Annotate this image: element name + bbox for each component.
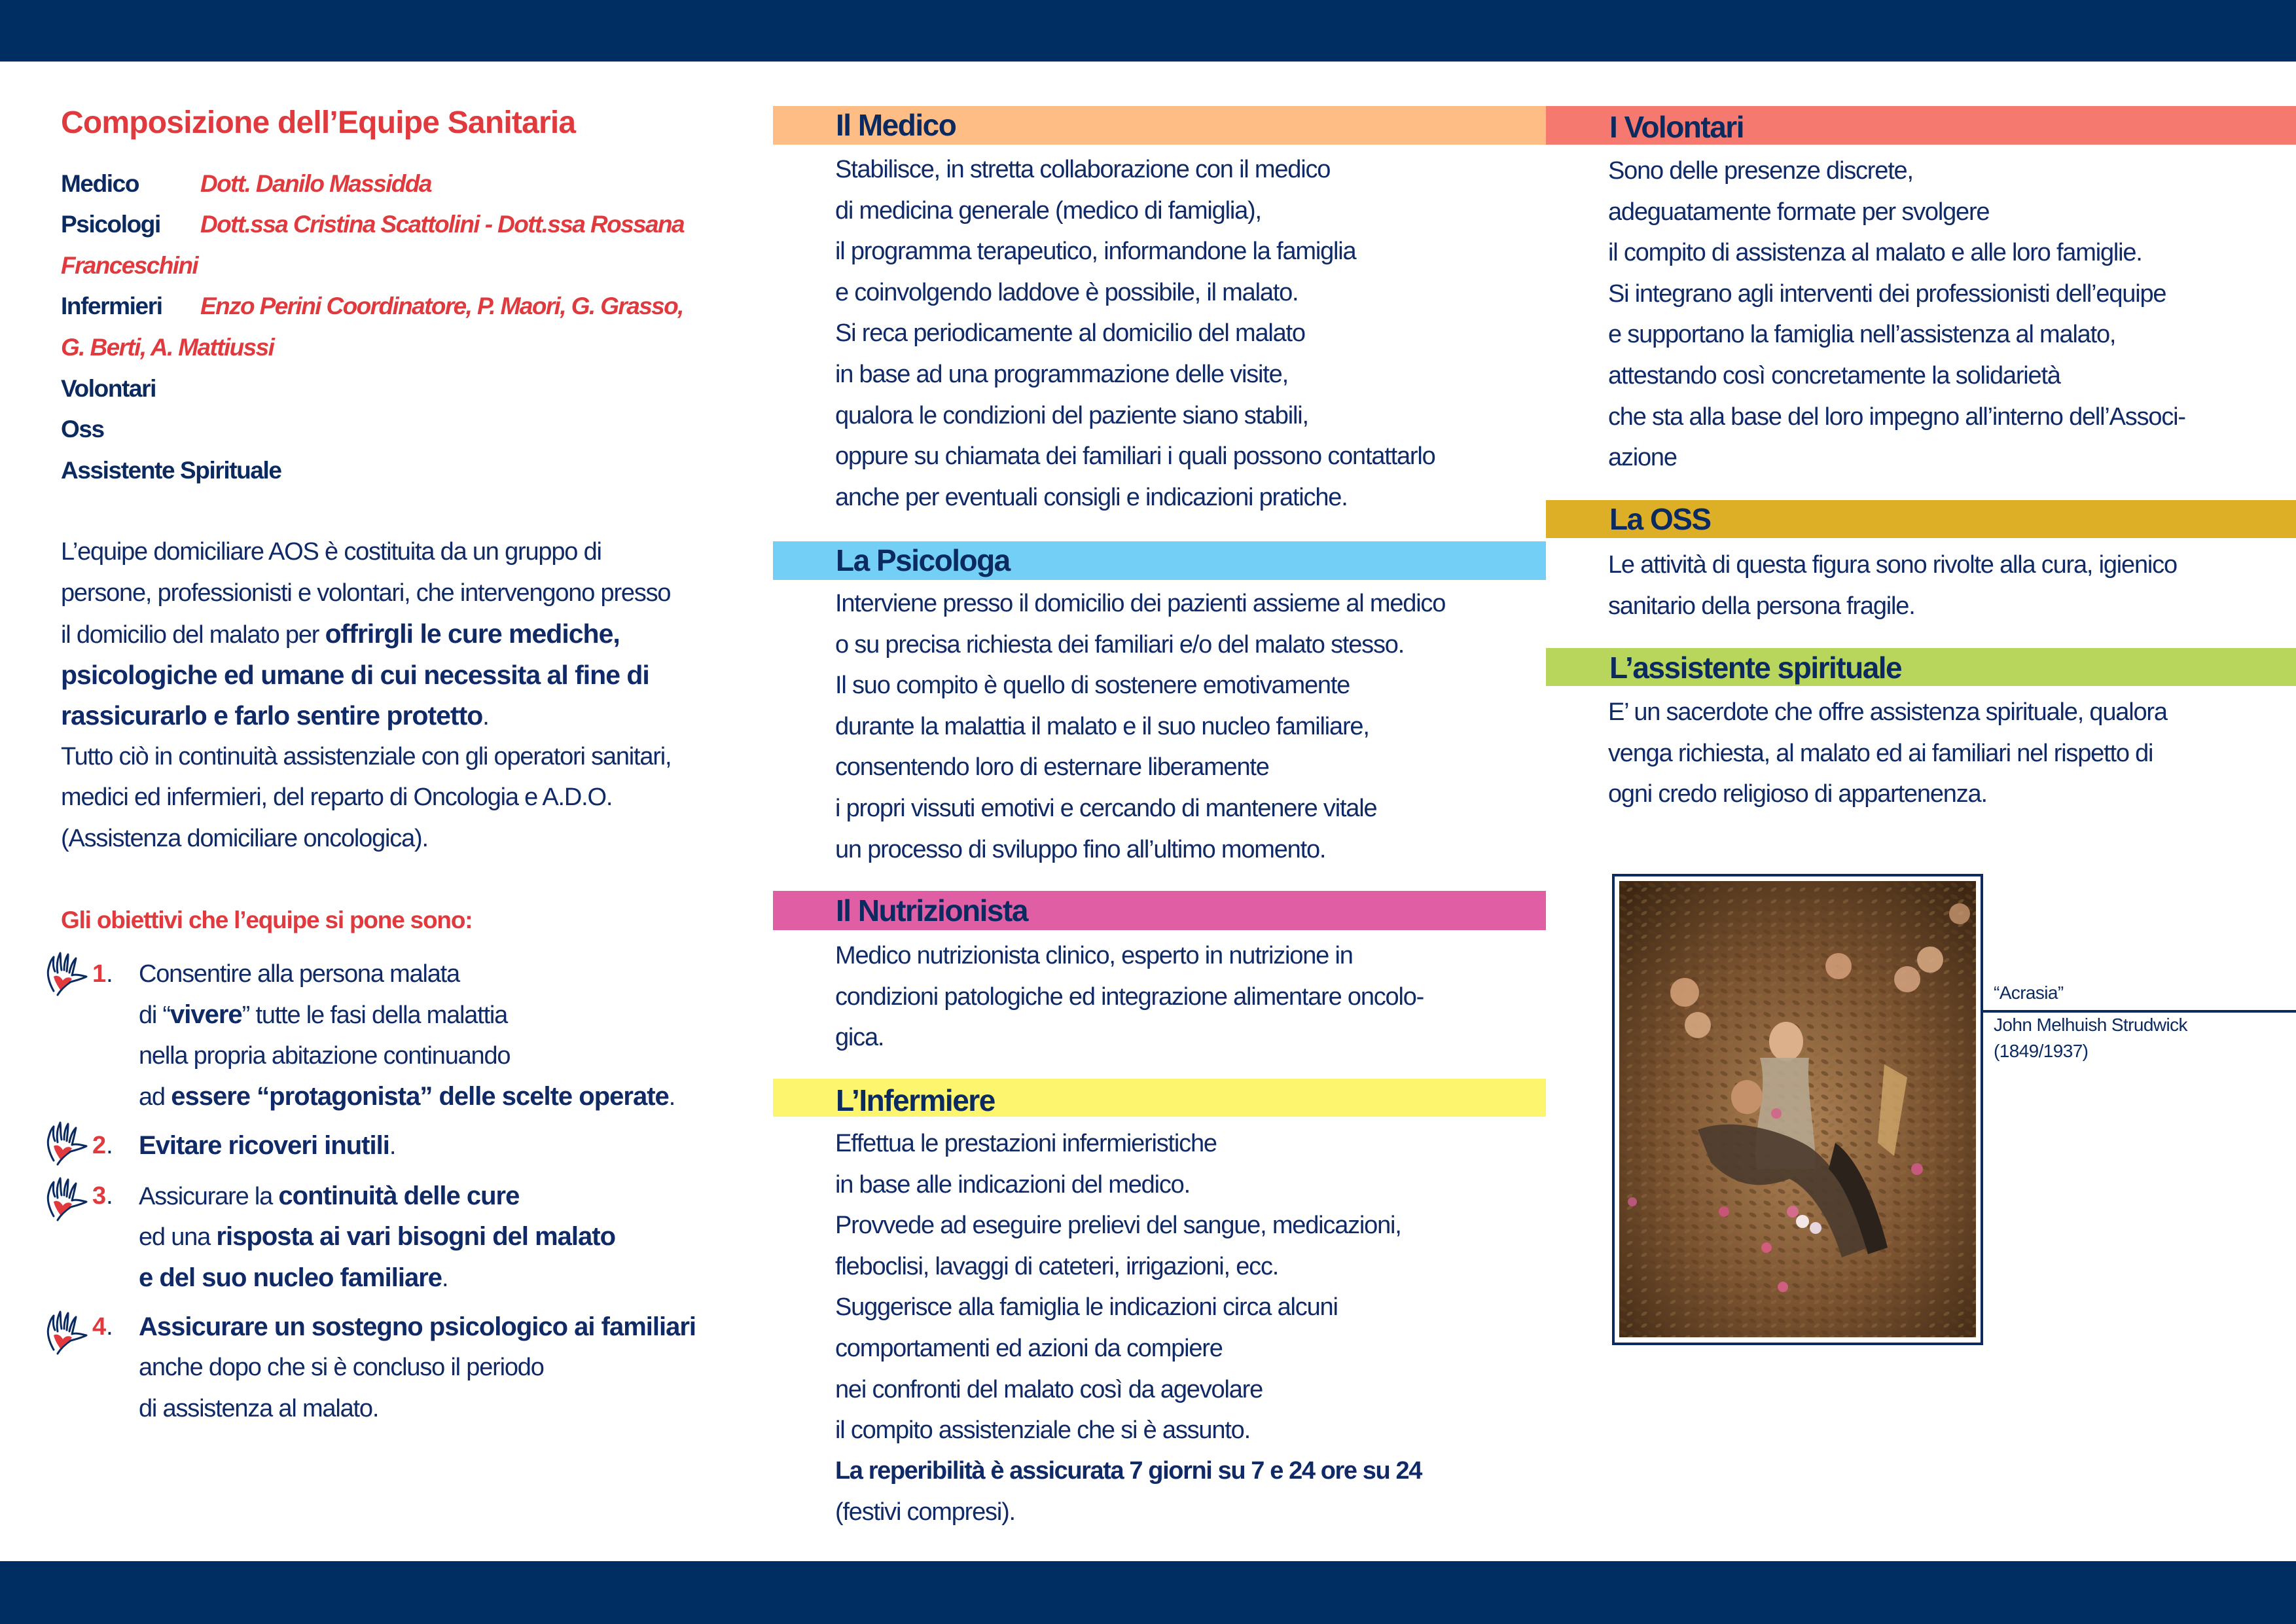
body-line: Medico nutrizionista clinico, esperto in nutrizione in	[835, 942, 1353, 969]
body-line: fleboclisi, lavaggi di cateteri, irrigazioni, ecc.	[835, 1253, 1279, 1280]
body-line: Effettua le prestazioni infermieristiche	[835, 1130, 1217, 1157]
painting-artist: John Melhuish Strudwick	[1994, 1015, 2187, 1035]
intro-line: medici ed infermieri, del reparto di Oncologia e A.D.O.	[61, 784, 613, 811]
goal-line: anche dopo che si è concluso il periodo	[139, 1354, 544, 1381]
bottom-band	[0, 1561, 2296, 1624]
intro-line: L’equipe domiciliare AOS è costituita da un gruppo di	[61, 538, 601, 566]
goal-line: nella propria abitazione continuando	[139, 1042, 511, 1070]
body-line: che sta alla base del loro impegno all’interno dell’Associ-	[1608, 403, 2185, 431]
team-row-volontari	[61, 374, 156, 404]
team-role: Psicologi	[61, 211, 160, 238]
goal-line	[139, 1081, 675, 1112]
goal-line: di assistenza al malato.	[139, 1395, 379, 1422]
goal-emphasis: risposta ai vari bisogni del malato	[216, 1222, 616, 1251]
team-row-infermieri	[61, 291, 683, 321]
body-line: in base alle indicazioni del medico.	[835, 1171, 1190, 1199]
body-line: Le attività di questa figura sono rivolte alla cura, igienico	[1608, 551, 2177, 579]
intro-line: persone, professionisti e volontari, che intervengono presso	[61, 579, 671, 607]
body-line: consentendo loro di esternare liberamente	[835, 753, 1269, 781]
goal-line	[139, 1000, 507, 1030]
body-line: o su precisa richiesta dei familiari e/o del malato stesso.	[835, 631, 1405, 659]
body-line: adeguatamente formate per svolgere	[1608, 198, 1990, 226]
goal-number-digit: 2	[92, 1132, 107, 1159]
team-member-name: G. Berti, A. Mattiussi	[61, 334, 274, 361]
team-member-name: Enzo Perini Coordinatore, P. Maori, G. Grasso,	[200, 293, 683, 319]
goal-line	[139, 1312, 696, 1343]
availability-note: La reperibilità è assicurata 7 giorni su 7 e 24 ore su 24	[835, 1457, 1422, 1485]
body-line: un processo di sviluppo fino all’ultimo momento.	[835, 836, 1326, 863]
goal-text: .	[668, 1083, 675, 1111]
medico-title: Il Medico	[836, 108, 956, 142]
goal-line	[139, 1181, 519, 1212]
goal-emphasis: e del suo nucleo familiare	[139, 1263, 442, 1292]
team-member-name: Franceschini	[61, 252, 198, 279]
team-role: Oss	[61, 416, 104, 442]
goal-emphasis: Assicurare un sostegno psicologico ai familiari	[139, 1312, 696, 1341]
goal-number	[92, 959, 113, 989]
goal-number-dot: .	[106, 1313, 113, 1341]
body-line: Si integrano agli interventi dei professionisti dell’equipe	[1608, 280, 2166, 308]
team-role: Medico	[61, 170, 139, 197]
intro-line: (Assistenza domiciliare oncologica).	[61, 825, 428, 852]
availability-note-suffix: (festivi compresi).	[835, 1498, 1015, 1526]
team-member-name: Dott.ssa Cristina Scattolini - Dott.ssa Rossana	[200, 211, 684, 238]
goal-number	[92, 1130, 113, 1161]
goal-text: ” tutte le fasi della malattia	[242, 1001, 508, 1029]
intro-line	[61, 619, 620, 650]
painting-title: “Acrasia”	[1994, 983, 2064, 1003]
goal-line: Consentire alla persona malata	[139, 960, 459, 988]
intro-text: il domicilio del malato per	[61, 621, 325, 649]
nutrizionista-title: Il Nutrizionista	[836, 893, 1028, 928]
body-line: Interviene presso il domicilio dei pazienti assieme al medico	[835, 590, 1446, 617]
caption-divider	[1983, 1010, 2296, 1013]
goal-emphasis: Evitare ricoveri inutili	[139, 1131, 389, 1160]
painting-acrasia	[1619, 881, 1976, 1337]
intro-emphasis: offrirgli le cure mediche,	[325, 619, 620, 649]
goal-line	[139, 1263, 448, 1293]
body-line: i propri vissuti emotivi e cercando di mantenere vitale	[835, 795, 1377, 822]
team-role: Assistente Spirituale	[61, 457, 281, 484]
body-line: Sono delle presenze discrete,	[1608, 157, 1913, 185]
body-line: il compito assistenziale che si è assunto.	[835, 1416, 1250, 1444]
intro-line: Tutto ciò in continuità assistenziale con gli operatori sanitari,	[61, 743, 672, 770]
body-line: il programma terapeutico, informandone la famiglia	[835, 238, 1356, 265]
body-line: e supportano la famiglia nell’assistenza al malato,	[1608, 321, 2116, 348]
goal-emphasis: vivere	[170, 1000, 242, 1029]
goal-line	[139, 1221, 615, 1252]
goal-number	[92, 1181, 113, 1211]
intro-emphasis-line: psicologiche ed umane di cui necessita al fine di	[61, 660, 649, 690]
team-row-medico	[61, 169, 431, 199]
body-line: E’ un sacerdote che offre assistenza spirituale, qualora	[1608, 698, 2167, 726]
body-line: il compito di assistenza al malato e alle loro famiglie.	[1608, 239, 2142, 266]
body-line: venga richiesta, al malato ed ai familiari nel rispetto di	[1608, 740, 2153, 767]
goals-title: Gli obiettivi che l’equipe si pone sono:	[61, 907, 473, 933]
body-line: qualora le condizioni del paziente siano stabili,	[835, 402, 1308, 429]
team-role: Volontari	[61, 375, 156, 402]
infermiere-title: L’Infermiere	[836, 1083, 995, 1117]
goal-text: .	[389, 1132, 396, 1160]
psicologa-title: La Psicologa	[836, 543, 1010, 577]
body-line: ogni credo religioso di appartenenza.	[1608, 780, 1987, 808]
body-line: anche per eventuali consigli e indicazioni pratiche.	[835, 484, 1348, 511]
intro-line	[61, 700, 489, 732]
goal-number-digit: 1	[92, 960, 107, 988]
spirituale-title: L’assistente spirituale	[1609, 651, 1902, 685]
body-line: Il suo compito è quello di sostenere emotivamente	[835, 672, 1350, 699]
team-row-psicologi-cont	[61, 251, 198, 281]
goal-text: ed una	[139, 1223, 217, 1251]
goal-number	[92, 1312, 113, 1342]
body-line: Stabilisce, in stretta collaborazione con il medico	[835, 156, 1331, 183]
body-line: azione	[1608, 444, 1677, 471]
body-line: attestando così concretamente la solidarietà	[1608, 362, 2060, 389]
body-line: Si reca periodicamente al domicilio del malato	[835, 319, 1305, 347]
goal-emphasis: continuità delle cure	[278, 1182, 520, 1210]
goal-text: .	[442, 1265, 448, 1292]
body-line: in base ad una programmazione delle visite,	[835, 361, 1288, 388]
team-row-oss	[61, 414, 104, 444]
volontari-title: I Volontari	[1609, 110, 1744, 144]
oss-title: La OSS	[1609, 502, 1711, 536]
body-line: oppure su chiamata dei familiari i quali possono contattarlo	[835, 442, 1435, 470]
intro-emphasis: rassicurarlo e farlo sentire protetto	[61, 700, 483, 731]
top-band	[0, 0, 2296, 62]
body-line: Provvede ad eseguire prelievi del sangue, medicazioni,	[835, 1212, 1401, 1239]
team-member-name: Dott. Danilo Massidda	[200, 170, 431, 197]
goal-line	[139, 1130, 395, 1161]
goal-number-digit: 3	[92, 1182, 107, 1210]
body-line: gica.	[835, 1024, 884, 1051]
team-role: Infermieri	[61, 293, 162, 319]
body-line: comportamenti ed azioni da compiere	[835, 1335, 1223, 1362]
body-line: durante la malattia il malato e il suo nucleo familiare,	[835, 713, 1369, 740]
team-row-infermieri-cont	[61, 333, 274, 363]
hand-heart-icon	[45, 1176, 89, 1221]
goal-text: Assicurare la	[139, 1183, 279, 1210]
goal-number-dot: .	[106, 960, 113, 988]
team-row-assistente-spirituale	[61, 456, 281, 486]
body-line: condizioni patologiche ed integrazione alimentare oncolo-	[835, 983, 1424, 1011]
body-line: nei confronti del malato così da agevolare	[835, 1376, 1263, 1403]
body-line: di medicina generale (medico di famiglia),	[835, 197, 1261, 225]
team-composition-title: Composizione dell’Equipe Sanitaria	[61, 105, 576, 140]
painting-years: (1849/1937)	[1994, 1041, 2089, 1061]
hand-heart-icon	[45, 1120, 89, 1166]
goal-emphasis: essere “protagonista” delle scelte operate	[171, 1082, 669, 1111]
body-line: sanitario della persona fragile.	[1608, 592, 1915, 620]
goal-number-digit: 4	[92, 1313, 107, 1341]
goal-number-dot: .	[106, 1182, 113, 1210]
hand-heart-icon	[45, 950, 89, 996]
body-line: e coinvolgendo laddove è possibile, il malato.	[835, 279, 1299, 306]
goal-text: di “	[139, 1001, 170, 1029]
hand-heart-icon	[45, 1309, 89, 1355]
team-row-psicologi	[61, 209, 684, 240]
goal-number-dot: .	[106, 1132, 113, 1159]
intro-text: .	[482, 703, 489, 731]
goal-text: ad	[139, 1083, 171, 1111]
body-line: Suggerisce alla famiglia le indicazioni circa alcuni	[835, 1293, 1338, 1321]
